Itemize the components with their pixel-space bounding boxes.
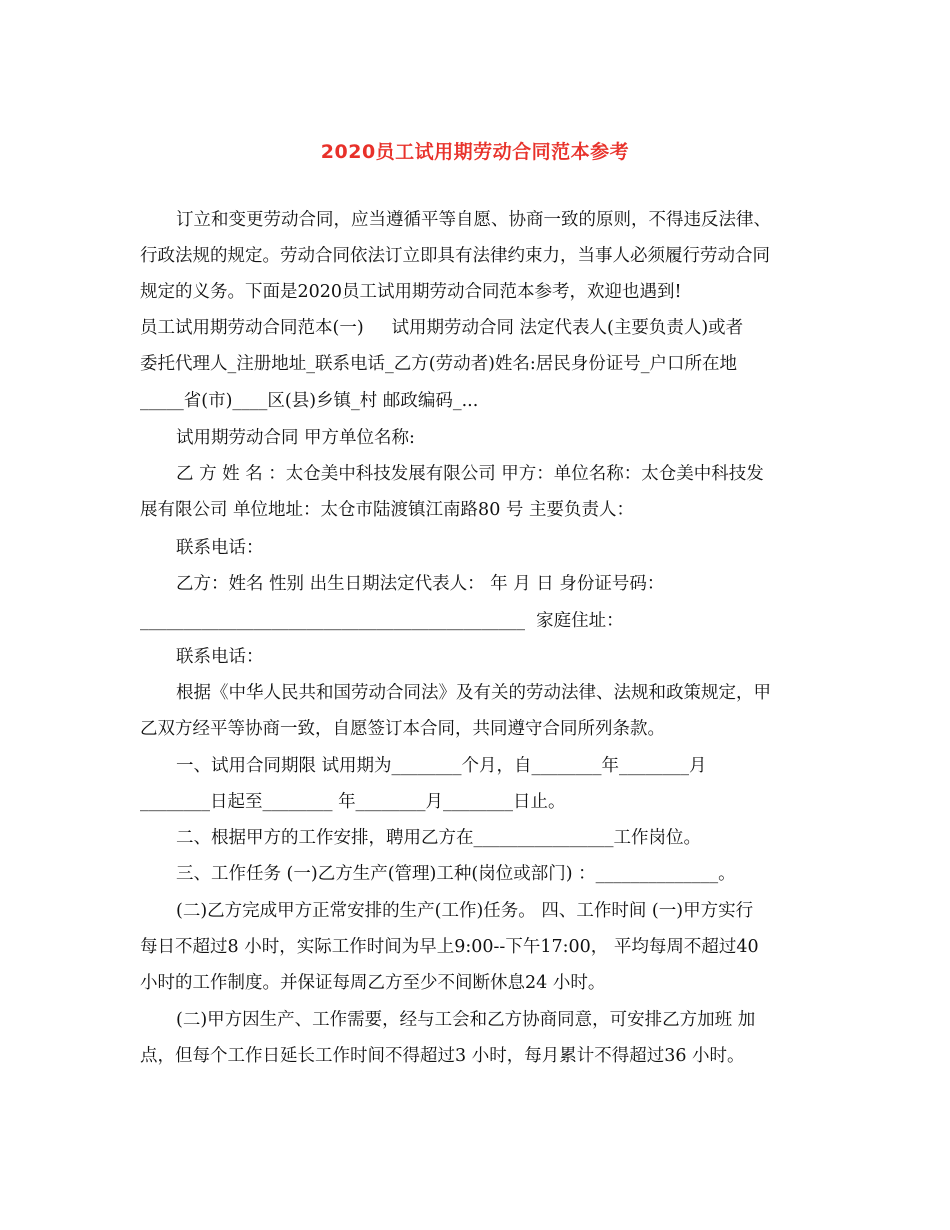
text-line: 展有限公司 单位地址：太仓市陆渡镇江南路80 号 主要负责人： <box>140 500 634 520</box>
text-line: ____________________________________________ 家庭住址： <box>140 611 624 631</box>
text-line: 乙双方经平等协商一致，自愿签订本合同，共同遵守合同所列条款。 <box>140 719 665 739</box>
text-line: (二)乙方完成甲方正常安排的生产(工作)任务。 四、工作时间 (一)甲方实行 <box>176 901 754 921</box>
text-line: _____省(市)____区(县)乡镇_村 邮政编码_... <box>140 391 479 411</box>
text-line: 试用期劳动合同 甲方单位名称: <box>176 428 415 448</box>
document-title: 2020员工试用期劳动合同范本参考 <box>320 141 630 163</box>
text-line: 委托代理人_注册地址_联系电话_乙方(劳动者)姓名:居民身份证号_户口所在地 <box>140 354 738 374</box>
text-line: 小时的工作制度。并保证每周乙方至少不间断休息24 小时。 <box>140 973 606 993</box>
text-line: 一、试用合同期限 试用期为________个月，自________年________月 <box>176 756 707 776</box>
text-line: 乙方：姓名 性别 出生日期法定代表人： 年 月 日 身份证号码： <box>176 574 665 594</box>
text-line: 员工试用期劳动合同范本(一) 试用期劳动合同 法定代表人(主要负责人)或者 <box>140 318 744 338</box>
text-line: 行政法规的规定。劳动合同依法订立即具有法律约束力，当事人必须履行劳动合同 <box>140 246 770 266</box>
text-line: 联系电话： <box>176 647 264 667</box>
text-line: 订立和变更劳动合同，应当遵循平等自愿、协商一致的原则，不得违反法律、 <box>176 210 771 230</box>
text-line: ________日起至________ 年________月________日止。 <box>140 792 566 812</box>
text-line: (二)甲方因生产、工作需要，经与工会和乙方协商同意，可安排乙方加班 加 <box>176 1010 756 1030</box>
text-line: 联系电话： <box>176 538 264 558</box>
text-line: 根据《中华人民共和国劳动合同法》及有关的劳动法律、法规和政策规定，甲 <box>176 683 771 703</box>
text-line: 三、工作任务 (一)乙方生产(管理)工种(岗位或部门) ：______________。 <box>176 864 736 884</box>
text-line: 规定的义务。下面是2020员工试用期劳动合同范本参考，欢迎也遇到! <box>140 282 682 302</box>
text-line: 点，但每个工作日延长工作时间不得超过3 小时，每月累计不得超过36 小时。 <box>140 1046 745 1066</box>
text-line: 乙 方 姓 名 ：太仓美中科技发展有限公司 甲方：单位名称：太仓美中科技发 <box>176 464 764 484</box>
text-line: 二、根据甲方的工作安排，聘用乙方在________________工作岗位。 <box>176 828 701 848</box>
text-line: 每日不超过8 小时，实际工作时间为早上9:00--下午17:00， 平均每周不超过40 <box>140 937 759 957</box>
